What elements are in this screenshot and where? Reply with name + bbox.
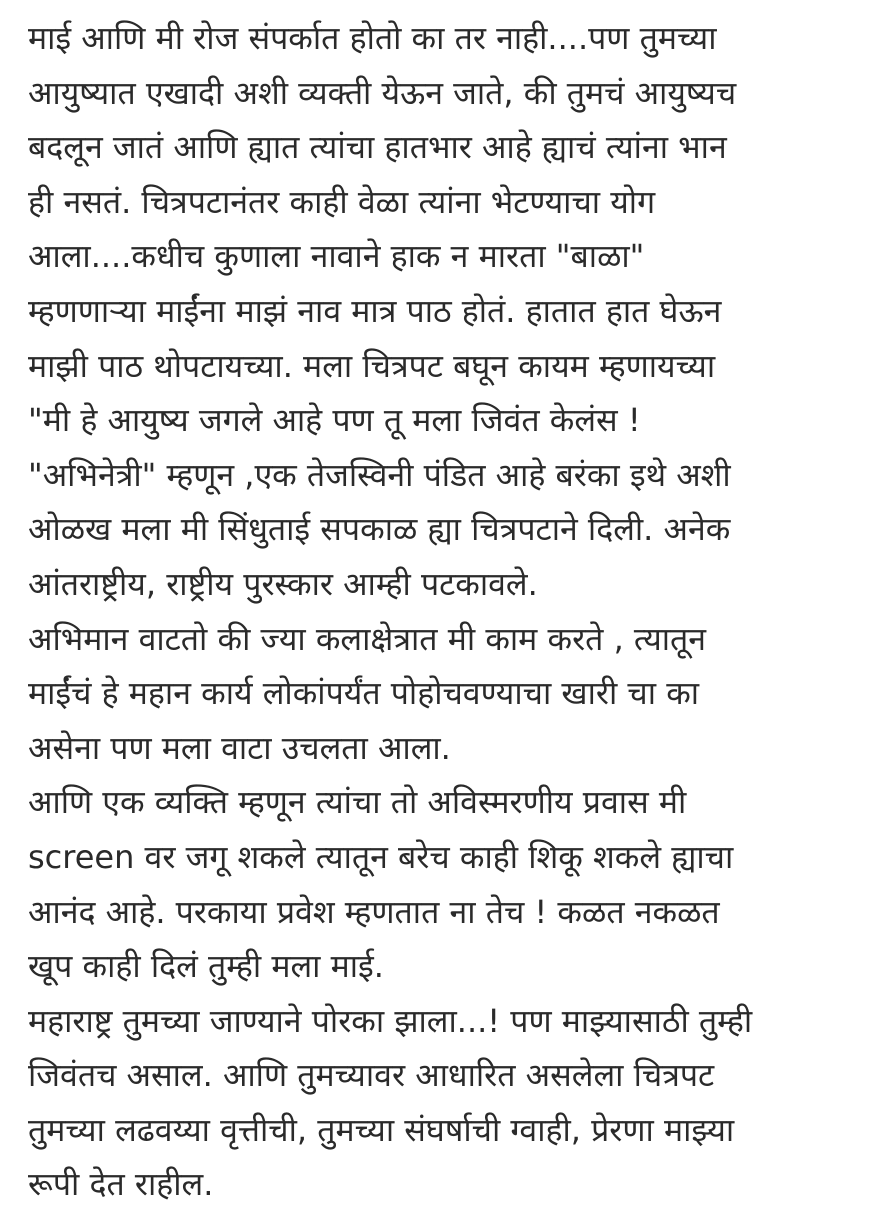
text-line-9: "अभिनेत्री" म्हणून ,एक तेजस्विनी पंडित आहे बरंका इथे अशी [28,455,731,494]
text-line-22: रूपी देत राहील. [28,1165,214,1204]
text-line-3: बदलून जातं आणि ह्यात त्यांचा हातभार आहे ह्याचं त्यांना भान [28,128,727,167]
text-line-1: माई आणि मी रोज संपर्कात होतो का तर नाही....पण तुमच्या [28,19,717,57]
text-line-12: अभिमान वाटतो की ज्या कलाक्षेत्रात मी काम करते , त्यातून [28,619,707,658]
text-line-2: आयुष्यात एखादी अशी व्यक्ती येऊन जाते, की तुमचं आयुष्यच [28,73,737,112]
text-line-18: खूप काही दिलं तुम्ही मला माई. [28,947,384,986]
body-text [28,11,860,1212]
text-line-7: माझी पाठ थोपटायच्या. मला चित्रपट बघून कायम म्हणायच्या [28,346,716,385]
text-line-19: महाराष्ट्र तुमच्या जाण्याने पोरका झाला...! पण माझ्यासाठी तुम्ही [28,1001,753,1040]
text-line-8: "मी हे आयुष्य जगले आहे पण तू मला जिवंत केलंस ! [28,401,641,440]
text-line-10: ओळख मला मी सिंधुताई सपकाळ ह्या चित्रपटाने दिली. अनेक [28,510,731,549]
text-line-5: आला....कधीच कुणाला नावाने हाक न मारता "बाळा" [28,237,645,276]
text-line-13: माईंचं हे महान कार्य लोकांपर्यंत पोहोचवण्याचा खारी चा का [28,674,700,713]
text-line-21: तुमच्या लढवय्या वृत्तीची, तुमच्या संघर्षाची ग्वाही, प्रेरणा माझ्या [28,1110,735,1149]
text-line-17: आनंद आहे. परकाया प्रवेश म्हणतात ना तेच ! कळत नकळत [28,892,720,931]
text-line-16: screen वर जगू शकले त्यातून बरेच काही शिकू शकले ह्याचा [28,837,734,876]
text-line-15: आणि एक व्यक्ति म्हणून त्यांचा तो अविस्मरणीय प्रवास मी [28,783,687,822]
text-line-14: असेना पण मला वाटा उचलता आला. [28,728,451,767]
text-line-11: आंतराष्ट्रीय, राष्ट्रीय पुरस्कार आम्ही पटकावले. [28,564,538,603]
text-line-4: ही नसतं. चित्रपटानंतर काही वेळा त्यांना भेटण्याचा योग [28,182,656,221]
text-line-20: जिवंतच असाल. आणि तुमच्यावर आधारित असलेला चित्रपट [28,1056,715,1095]
text-line-6: म्हणणाऱ्या माईंना माझं नाव मात्र पाठ होतं. हातात हात घेऊन [28,291,722,330]
